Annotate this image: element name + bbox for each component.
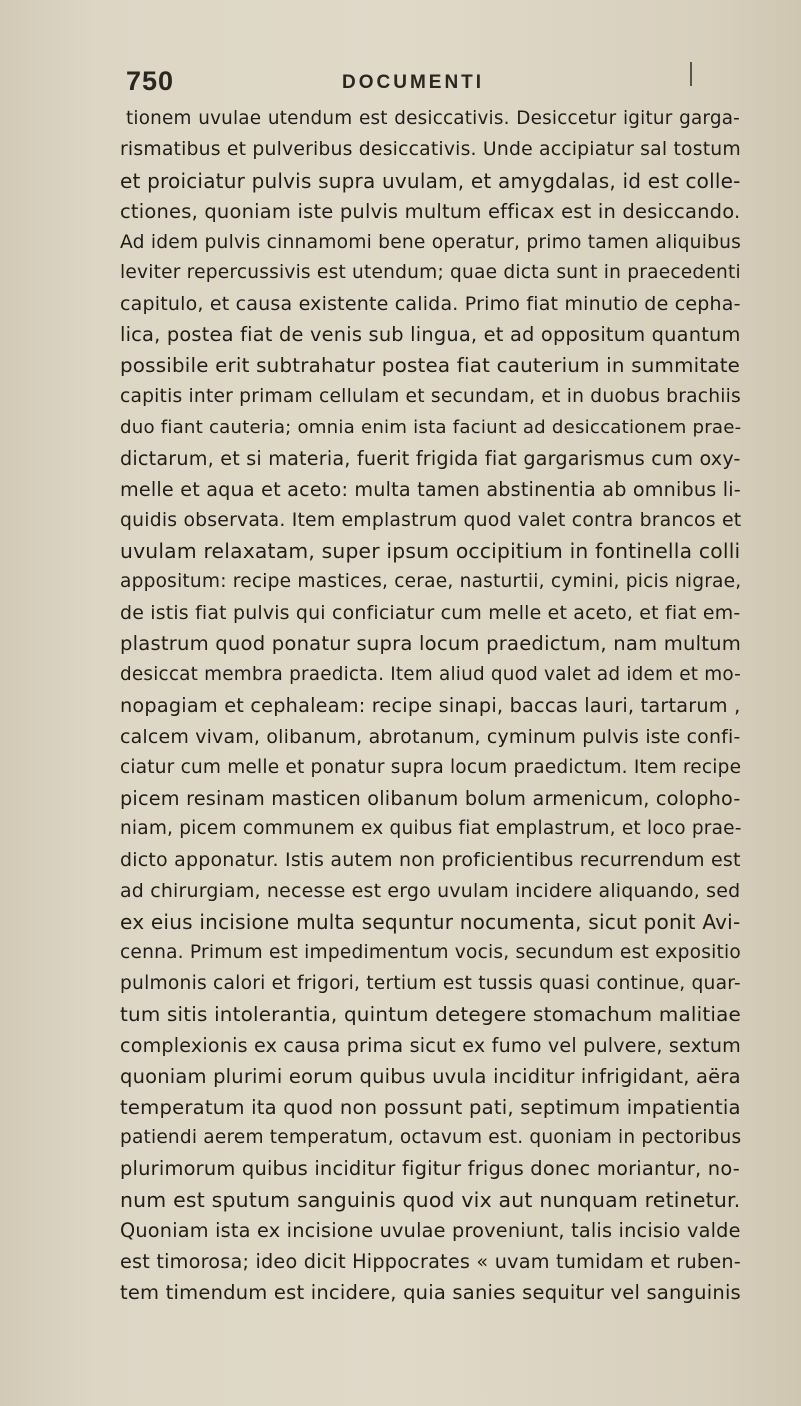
text-line: dictarum, et si materia, fuerit frigida fiat gargarismus cum oxy- (120, 446, 741, 470)
text-line: nopagiam et cephaleam: recipe sinapi, baccas lauri, tartarum , (120, 693, 741, 717)
text-line: dicto apponatur. Istis autem non proficientibus recurrendum est (120, 849, 741, 872)
page-number: 750 (126, 66, 175, 96)
text-line: complexionis ex causa prima sicut ex fumo vel pulvere, sextum (120, 1033, 741, 1057)
text-line: tem timendum est incidere, quia sanies sequitur vel sanguinis (120, 1280, 741, 1304)
text-line: ctiones, quoniam iste pulvis multum efficax est in desiccando. (120, 199, 741, 223)
text-line: ad chirurgiam, necesse est ergo uvulam incidere aliquando, sed (120, 880, 741, 903)
text-line: pulmonis calori et frigori, tertium est tussis quasi continue, quar- (120, 972, 741, 994)
text-line: leviter repercussivis est utendum; quae dicta sunt in praecedenti (120, 262, 741, 284)
text-line: et proiciatur pulvis supra uvulam, et amygdalas, id est colle- (120, 168, 741, 193)
text-line: num est sputum sanguinis quod vix aut nunquam retinetur. (120, 1188, 741, 1213)
text-line: Ad idem pulvis cinnamomi bene operatur, primo tamen aliquibus (120, 231, 742, 253)
body-text (120, 104, 740, 1309)
text-line: calcem vivam, olibanum, abrotanum, cyminum pulvis iste confi- (120, 725, 741, 748)
text-line: Quoniam ista ex incisione uvulae proveniunt, talis incisio valde (120, 1219, 741, 1243)
text-line: desiccat membra praedicta. Item aliud quod valet ad idem et mo- (120, 664, 741, 686)
text-line: capitulo, et causa existente calida. Primo fiat minutio de cepha- (120, 293, 741, 316)
text-line: niam, picem communem ex quibus fiat emplastrum, et loco prae- (120, 818, 742, 840)
text-line: tum sitis intolerantia, quintum detegere stomachum malitiae (120, 1002, 741, 1026)
text-line: ex eius incisione multa sequntur nocumenta, sicut ponit Avi- (120, 910, 741, 935)
text-line: cenna. Primum est impedimentum vocis, secundum est expositio (120, 942, 741, 964)
text-line: de istis fiat pulvis qui conficiatur cum melle et aceto, et fiat em- (120, 602, 741, 625)
text-line: tionem uvulae utendum est desiccativis. Desiccetur igitur garga- (126, 108, 740, 129)
text-line: est timorosa; ideo dicit Hippocrates « uvam tumidam et ruben- (120, 1249, 741, 1273)
text-line: temperatum ita quod non possunt pati, septimum impatientia (120, 1095, 741, 1119)
text-line: appositum: recipe mastices, cerae, nasturtii, cymini, picis nigrae, (120, 571, 742, 593)
header-rule (690, 62, 692, 86)
text-line: capitis inter primam cellulam et secundam, et in duobus brachiis (120, 386, 741, 408)
running-head: DOCUMENTI (342, 72, 485, 93)
text-line: melle et aqua et aceto: multa tamen abstinentia ab omnibus li- (120, 477, 741, 501)
text-line: picem resinam masticen olibanum bolum armenicum, colopho- (120, 786, 741, 810)
text-line: patiendi aerem temperatum, octavum est. quoniam in pectoribus (120, 1127, 742, 1149)
text-line: uvulam relaxatam, super ipsum occipitium in fontinella colli (120, 539, 741, 564)
text-line: quoniam plurimi eorum quibus uvula inciditur infrigidant, aëra (120, 1064, 741, 1088)
text-line: plurimorum quibus inciditur figitur frigus donec moriantur, no- (120, 1157, 740, 1181)
page-header (126, 66, 686, 102)
text-line: duo fiant cauteria; omnia enim ista faciunt ad desiccationem prae- (120, 416, 742, 438)
text-line: lica, postea fiat de venis sub lingua, et ad oppositum quantum (120, 323, 741, 347)
text-line: quidis observata. Item emplastrum quod valet contra brancos et (120, 509, 742, 531)
text-line: plastrum quod ponatur supra locum praedictum, nam multum (120, 632, 742, 656)
text-line: rismatibus et pulveribus desiccativis. Unde accipiatur sal tostum (120, 138, 741, 160)
text-line: possibile erit subtrahatur postea fiat cauterium in summitate (120, 354, 741, 378)
text-line: ciatur cum melle et ponatur supra locum praedictum. Item recipe (120, 756, 742, 778)
